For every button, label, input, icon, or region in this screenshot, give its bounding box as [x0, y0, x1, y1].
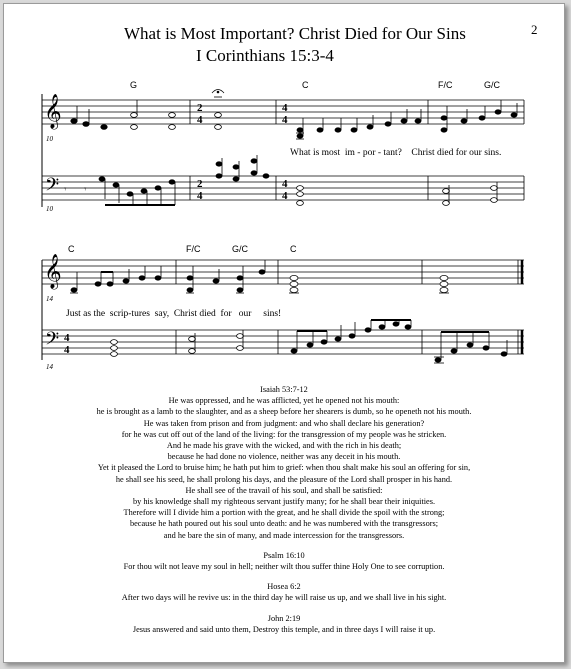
svg-text:4: 4	[282, 178, 288, 190]
scripture-reference: Psalm 16:10	[263, 550, 305, 560]
scripture-line: Yet it pleased the Lord to bruise him; he hath put him to grief: when thou shalt make his soul an offering for sin,	[97, 463, 471, 473]
svg-text:𝄾: 𝄾	[84, 184, 87, 194]
svg-text:4: 4	[282, 190, 288, 202]
treble-clef-icon: 𝄞	[44, 254, 62, 289]
scripture-line: And he made his grave with the wicked, and with the rich in his death;	[166, 441, 402, 451]
chord-symbol: F/C	[186, 244, 201, 254]
scripture-line: Therefore will I divide him a portion with the great, and he shall divide the spoil with the strong;	[123, 508, 445, 518]
time-signatures-2	[64, 332, 70, 356]
treble-clef-icon: 𝄞	[44, 94, 62, 129]
treble-notes-2	[70, 260, 449, 293]
measure-number: 14	[46, 295, 53, 303]
page-title: What is Most Important? Christ Died for Our Sins	[124, 24, 466, 43]
svg-text:2: 2	[197, 178, 203, 190]
scripture-line: After two days will he revive us: in the third day he will raise us up, and we shall live in his sight.	[121, 593, 447, 603]
treble-staff-2	[42, 260, 524, 284]
svg-text:4: 4	[197, 114, 203, 126]
svg-text:2: 2	[197, 102, 203, 114]
chord-symbol: C	[302, 80, 309, 90]
scripture-line: for he was cut off out of the land of the living: for the transgression of my people was he stricken.	[121, 429, 447, 439]
measure-number: 10	[46, 205, 53, 213]
svg-text:4: 4	[282, 102, 288, 114]
svg-text:𝄾: 𝄾	[64, 184, 67, 194]
lyrics-line: Just as the scrip-tures say, Christ died for our sins!	[66, 309, 282, 319]
page-subtitle: I Corinthians 15:3-4	[196, 46, 334, 65]
scripture-line: he shall see his seed, he shall prolong his days, and the pleasure of the Lord shall prosper in his hand.	[115, 474, 453, 484]
scripture-line: He was taken from prison and from judgment: and who shall declare his generation?	[143, 418, 425, 428]
scripture-line: he is brought as a lamb to the slaughter, and as a sheep before her shearers is dumb, so he openeth not his mouth.	[96, 407, 472, 417]
scripture-line: For thou wilt not leave my soul in hell; neither wilt thou suffer thine Holy One to see corruption.	[123, 562, 445, 572]
scripture-line: Jesus answered and said unto them, Destroy this temple, and in three days I will raise it up.	[132, 624, 436, 634]
svg-text:4: 4	[64, 332, 70, 344]
page-number: 2	[531, 22, 538, 37]
scripture-line: and he bare the sin of many, and made intercession for the transgressors.	[163, 530, 405, 540]
treble-notes-1	[71, 90, 517, 140]
scripture-line: by his knowledge shall my righteous servant justify many; for he shall bear their iniquities.	[132, 497, 436, 507]
bass-clef-icon: 𝄢	[45, 175, 60, 200]
bass-notes-1	[64, 155, 497, 205]
measure-number: 10	[46, 135, 53, 143]
chord-symbol: G/C	[232, 244, 249, 254]
scripture-reference: Hosea 6:2	[267, 582, 301, 592]
scripture-passages	[24, 384, 544, 635]
scripture-reference: John 2:19	[267, 613, 301, 623]
svg-text:4: 4	[197, 190, 203, 202]
svg-text:4: 4	[282, 114, 288, 126]
chord-symbol: F/C	[438, 80, 453, 90]
chord-symbol: G	[130, 80, 138, 90]
scripture-reference: Isaiah 53:7-12	[260, 385, 308, 394]
scripture-line: He was oppressed, and he was afflicted, yet he opened not his mouth:	[168, 396, 400, 406]
scripture-line: He shall see of the travail of his soul, and shall be satisfied:	[185, 485, 383, 495]
time-signatures-1	[197, 102, 288, 202]
bass-clef-icon: 𝄢	[45, 329, 60, 354]
scripture-line: because he had done no violence, neither was any deceit in his mouth.	[167, 452, 401, 462]
bass-notes-2	[111, 320, 507, 363]
chord-symbol: C	[68, 244, 75, 254]
measure-number: 14	[46, 363, 53, 371]
chord-symbol: C	[290, 244, 297, 254]
music-score	[4, 4, 564, 384]
sheet-music-page	[3, 3, 565, 663]
svg-text:4: 4	[64, 344, 70, 356]
scripture-line: because he hath poured out his soul unto death: and he was numbered with the transgressors;	[129, 519, 439, 529]
lyrics-line: What is most im - por - tant? Christ died for our sins.	[290, 148, 502, 158]
chord-symbol: G/C	[484, 80, 501, 90]
